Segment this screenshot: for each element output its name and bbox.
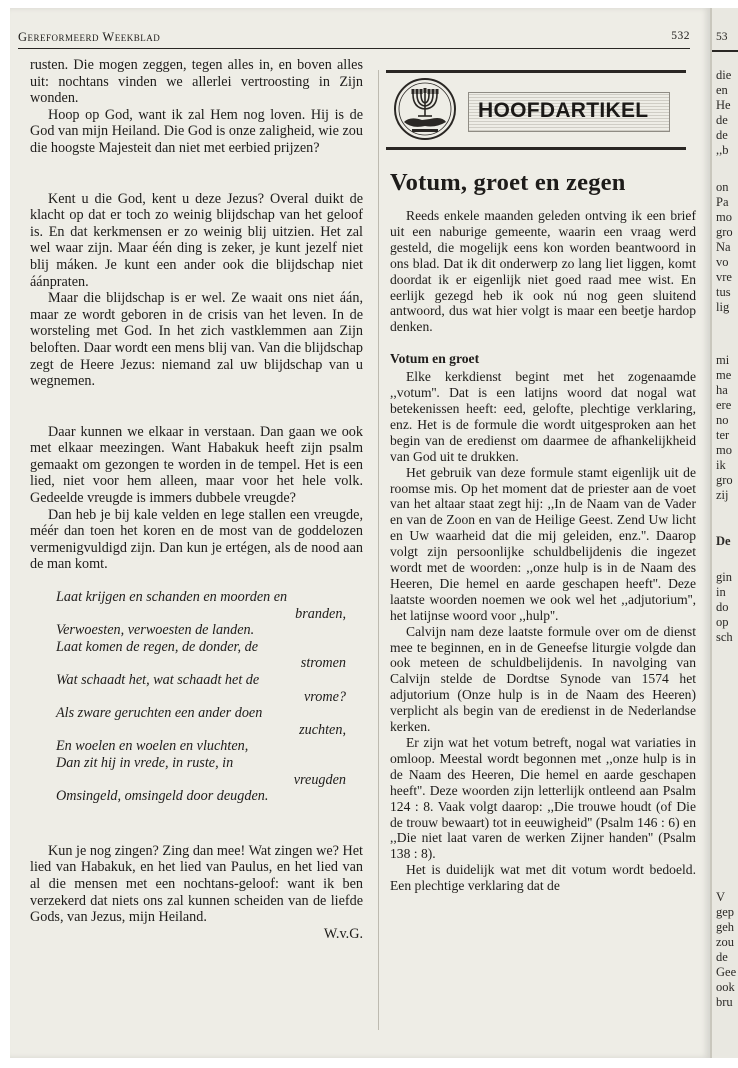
poem-line: Dan zit hij in vrede, in ruste, in — [56, 754, 234, 771]
page-number: 532 — [671, 30, 690, 42]
poem-line: Laat krijgen en schanden en moorden en — [56, 589, 288, 606]
banner-label: HOOFDARTIKEL — [478, 99, 649, 122]
poem-line: vrome? — [303, 688, 346, 705]
journal-title: Gereformeerd Weekblad — [18, 30, 161, 44]
next-page-fragment: de — [716, 128, 728, 142]
poem-line: vreugden — [293, 771, 346, 788]
next-page-fragment: gro — [716, 225, 733, 239]
left-paragraph: Dan heb je bij kale velden en lege stallen een vreugde, méér dan toen het koren en de most van de goddelozen vermenigvuldigd zijn. Dan kun je ertégen, als de nood aan de man komt. — [30, 506, 363, 573]
next-page-fragment: ere — [716, 398, 732, 412]
next-page-fragment: do — [716, 600, 729, 614]
next-page-fragment: mo — [716, 443, 732, 457]
next-page-fragment: gep — [716, 905, 735, 919]
next-page-fragment: vre — [716, 270, 732, 284]
next-page-subheading: De — [716, 534, 731, 548]
page-header — [18, 26, 690, 49]
left-paragraph: Daar kunnen we elkaar in verstaan. Dan gaan we ook met elkaar meezingen. Want Habakuk heeft zijn psalm gemaakt om gezongen te worden in de tempel. Het is een lied, niet voor hem alleen, maar voor het hele volk. Gedeelde vreugde is immers dubbele vreugde? — [30, 423, 363, 507]
next-page-fragment: vo — [716, 255, 729, 269]
article-paragraph: Er zijn wat het votum betreft, nogal wat variaties in omloop. Meestal wordt begonnen met ,,onze hulp is in de Naam des Heeren, Die hemel en aarde geschapen heeft''. Deze woorden zijn letterlijk ontleend aan Psalm 124 : 8. Vaak volgt daarop: ,,Die trouwe houdt (of Die de trouw bewaart) tot in eeuwigheid'' (Psalm 146 : 6) en ,,Die niet laat varen de werken Zijner handen'' (Psalm 138 : 8). — [390, 735, 696, 862]
next-page-fragment: op — [716, 615, 729, 629]
next-page-fragment: no — [716, 413, 729, 427]
menorah-emblem-icon — [392, 76, 458, 142]
next-page-fragment: de — [716, 950, 728, 964]
next-page-fragment: tus — [716, 285, 731, 299]
next-page-fragment: ha — [716, 383, 728, 397]
left-paragraph: Kent u die God, kent u deze Jezus? Overal duikt de klacht op dat er toch zo weinig blijdschap van het geloof is. En dat kerkmensen er zo weinig blij uitzien. Het zal wel waar zijn. Maar één ding is zeker, je kunt jezelf niet blij máken. Je kunt een ander ook die blijdschap niet áánpraten. — [30, 190, 363, 290]
next-page-fragment: Gee — [716, 965, 737, 979]
poem-line: Omsingeld, omsingeld door deugden. — [56, 788, 269, 805]
next-page-fragment: de — [716, 113, 728, 127]
section-banner — [386, 70, 686, 150]
poem-line: stromen — [300, 655, 346, 672]
article-paragraph: Elke kerkdienst begint met het zogenaamde ,,votum''. Dat is een latijns woord dat nogal wat betekenissen heeft: eed, gelofte, plechtige verklaring, enz. Het is de formule die wordt uitgesproken aan het begin van de eredienst om daarmee de afhankelijkheid van God uit te drukken. — [390, 369, 696, 464]
article-paragraph: Het gebruik van deze formule stamt eigenlijk uit de roomse mis. Op het moment dat de priester aan de voet van het altaar staat zegt hij: ,,In de Naam van de Vader en van de Zoon en van de Heilige Geest. Zend Uw licht en Uw waarheid dat die mij geleiden, enz.''. Daarop volgt zijn persoonlijke schuldbelijdenis die ingezet wordt met de woorden: ,,onze hulp is in de Naam des Heeren, Die hemel en aarde geschapen heeft''. Deze laatste woorden noemen we ook wel het ,,adjutorium'', het latijnse woord voor ,,hulp''. — [390, 464, 696, 623]
next-page-fragment: me — [716, 368, 732, 382]
article-paragraph: Reeds enkele maanden geleden ontving ik een brief uit een naburige gemeente, waarin een vraag werd gesteld, die mogelijk eens kon worden beantwoord in ons blad. Dat ik dit onderwerp zo lang liet liggen, komt doordat ik er eigenlijk niet goed raad mee wist. En eerlijk gezegd heb ik ook nú nog geen sluitend antwoord, dus wat hier volgt is maar een beetje hardop denken. — [390, 208, 696, 335]
banner-rule-top — [386, 70, 686, 73]
next-page-fragment: geh — [716, 920, 735, 934]
next-page-fragment: zou — [716, 935, 735, 949]
left-paragraph: Kun je nog zingen? Zing dan mee! Wat zingen we? Het lied van Habakuk, en het lied van Paulus, en het lied van al die mensen met een nochtans-geloof: want ik ben verzekerd dat niets ons zal kunnen scheiden van de liefde Gods, van Jezus, mijn Heiland. — [30, 842, 363, 926]
next-page-fragment: die — [716, 68, 732, 82]
next-page-fragment: mi — [716, 353, 730, 367]
next-page-fragment: ,,b — [716, 143, 729, 157]
next-page-fragment: sch — [716, 630, 733, 644]
left-paragraph: Hoop op God, want ik zal Hem nog loven. Hij is de God van mijn Heiland. Die God is onze zaligheid, wie zou die hoogste Majesteit dan niet met eerbied prijzen? — [30, 106, 363, 156]
poem-line: zuchten, — [299, 721, 346, 738]
next-page-fragment: V — [716, 890, 726, 904]
next-page-fragment: He — [716, 98, 731, 112]
next-page-fragment: ter — [716, 428, 730, 442]
next-page-fragment: bru — [716, 995, 733, 1009]
right-column — [390, 168, 696, 894]
next-page-fragment: gro — [716, 473, 733, 487]
article-paragraph: Calvijn nam deze laatste formule over om de dienst mee te beginnen, en in de Geneefse liturgie volgde dan ook meteen de schuldbelijdenis. In navolging van Calvijn stelde de Dordtse Synode van 1574 het adjutorium (Onze hulp is in de Naam des Heeren) verplicht als begin van de eredienst in de Nederlandse kerken. — [390, 623, 696, 735]
next-page-fragment: ook — [716, 980, 735, 994]
article-title: Votum, groet en zegen — [390, 169, 626, 196]
article-subheading: Votum en groet — [390, 351, 480, 367]
banner-rule-bottom — [386, 147, 686, 150]
poem-line: branden, — [295, 605, 346, 622]
next-page-fragment: on — [716, 180, 729, 194]
poem-line: Als zware geruchten een ander doen — [56, 705, 263, 722]
next-page-fragment: gin — [716, 570, 732, 584]
column-divider — [378, 70, 379, 1030]
left-paragraph: rusten. Die mogen zeggen, tegen alles in, en boven alles uit: nochtans vinden we allerlei vertroosting in Zijn wonden. — [30, 57, 363, 107]
poem-line: En woelen en woelen en vluchten, — [56, 738, 249, 755]
poem-line: Wat schaadt het, wat schaadt het de — [56, 672, 260, 688]
next-page-fragment: Pa — [716, 195, 729, 209]
next-page-fragment: lig — [716, 300, 730, 314]
next-page-edge — [710, 8, 738, 1058]
next-page-fragment: ik — [716, 458, 726, 472]
poem-line: Verwoesten, verwoesten de landen. — [56, 622, 255, 639]
article-paragraph: Het is duidelijk wat met dit votum wordt bedoeld. Een plechtige verklaring dat de — [390, 862, 696, 894]
next-page-fragment: Na — [716, 240, 731, 254]
next-page-number: 53 — [716, 31, 728, 43]
left-column — [30, 57, 363, 942]
poem-line: Laat komen de regen, de donder, de — [56, 638, 258, 655]
next-page-fragment: mo — [716, 210, 732, 224]
next-page-fragment: in — [716, 585, 726, 599]
author-signature: W.v.G. — [323, 925, 363, 942]
left-paragraph: Maar die blijdschap is er wel. Ze waait ons niet áán, maar ze wordt geboren in de crisis van het leven. In de worsteling met God. In het zich vastklemmen aan Zijn beloften. Daar wordt een mens blij van. Van die blijdschap zegt de Heere Jezus: niemand zal uw blijdschap van u wegnemen. — [30, 290, 363, 390]
poem — [56, 589, 346, 805]
next-page-fragment: en — [716, 83, 728, 97]
next-page-fragment: zij — [716, 488, 729, 502]
